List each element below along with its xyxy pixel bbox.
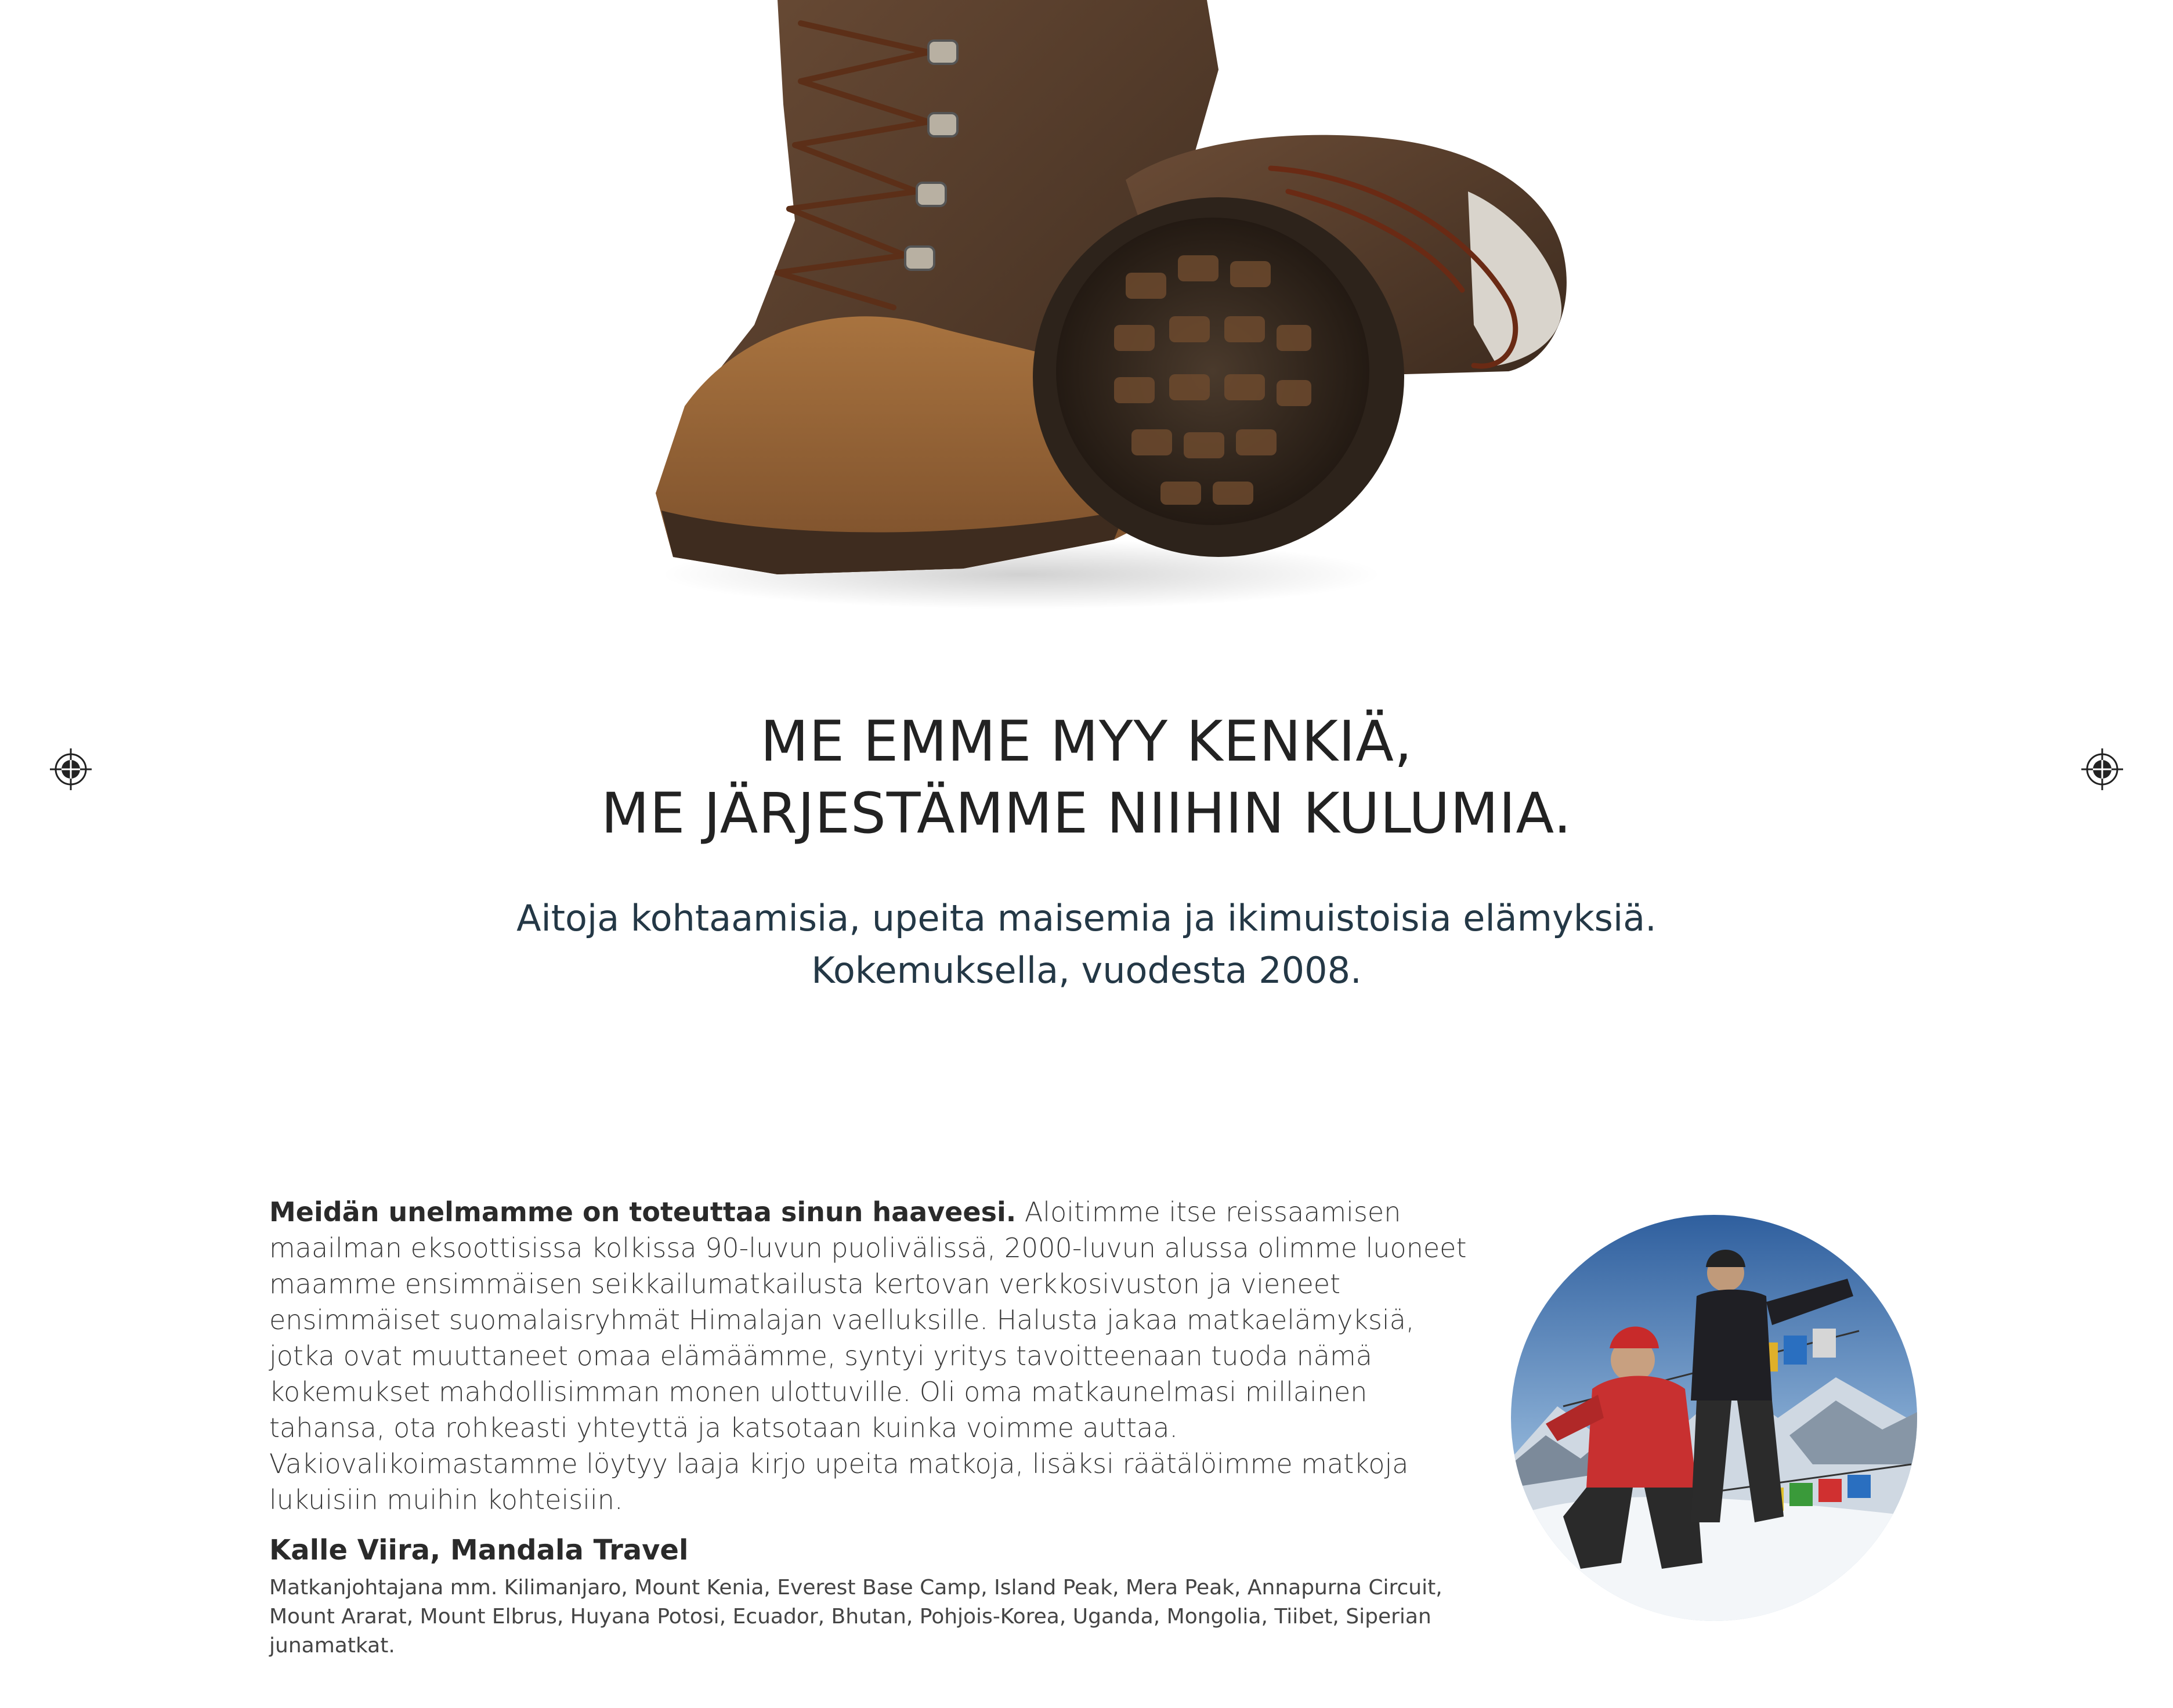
body-lead: Meidän unelmamme on toteuttaa sinun haaveesi. [269, 1196, 1017, 1228]
boots-image [603, 0, 1613, 615]
subheadline-line-1: Aitoja kohtaamisia, upeita maisemia ja ikimuistoisia elämyksiä. [516, 897, 1657, 939]
author-name: Kalle Viira, Mandala Travel [269, 1534, 689, 1566]
body-paragraph [269, 1194, 1488, 1518]
subheadline-line-2: Kokemuksella, vuodesta 2008. [811, 949, 1362, 991]
author-bio: Matkanjohtajana mm. Kilimanjaro, Mount Kenia, Everest Base Camp, Island Peak, Mera Peak, Annapurna Circuit, Mount Ararat, Mount Elbrus, Huyana Potosi, Ecuador, Bhutan, Pohjois-Korea, Uganda, Mongolia, Tiibet, Siperian junamatkat. [269, 1576, 1442, 1658]
body-text: Aloitimme itse reissaamisen maailman eksoottisissa kolkissa 90-luvun puolivälissä, 2000-luvun alussa olimme luoneet maamme ensimmäisen seikkailumatkailusta kertovan verkkosivuston ja vieneet ensimmäiset suomalaisryhmät Himalajan vaelluksille. Halusta jakaa matkaelämyksiä, jotka ovat muuttaneet omaa elämäämme, syntyi yritys tavoitteenaan tuoda nämä kokemukset mahdollisimman monen ulottuville. Oli oma matkaunelmasi millainen tahansa, ota rohkeasti yhteyttä ja katsotaan kuinka voimme auttaa. Vakiovalikoimastamme löytyy laaja kirjo upeita matkoja, lisäksi räätälöimme matkoja lukuisiin muihin kohteisiin. [269, 1196, 1467, 1515]
summit-photo [1511, 1215, 1917, 1621]
headline-line-2: ME JÄRJESTÄMME NIIHIN KULUMIA. [601, 781, 1572, 846]
headline-line-1: ME EMME MYY KENKIÄ, [760, 709, 1413, 774]
